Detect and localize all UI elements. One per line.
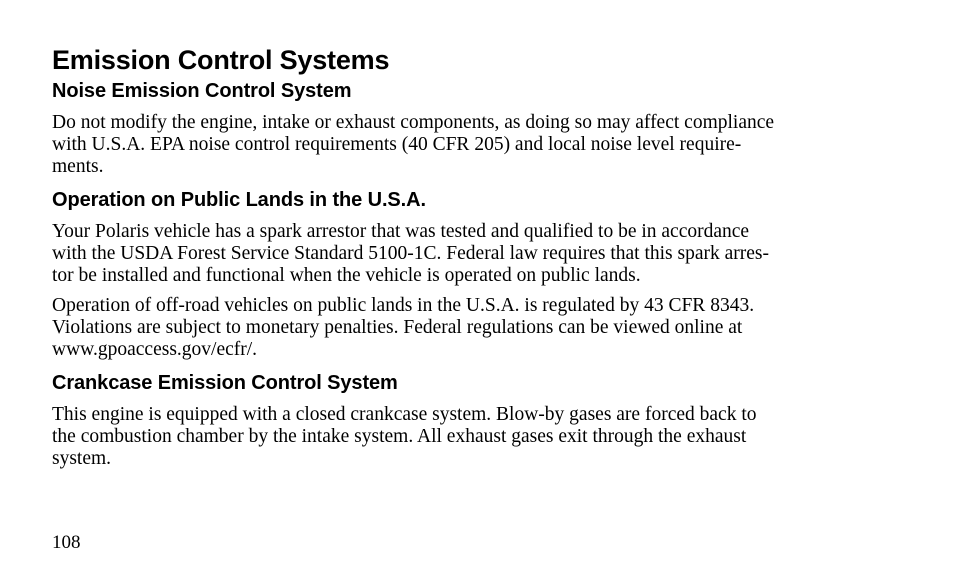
text-line: the combustion chamber by the intake system. All exhaust gases exit through the exhaust <box>52 426 747 447</box>
section-heading-noise-emission: Noise Emission Control System <box>52 80 352 102</box>
section-heading-crankcase-emission: Crankcase Emission Control System <box>52 372 398 394</box>
text-line: ments. <box>52 156 104 177</box>
text-line: www.gpoaccess.gov/ecfr/. <box>52 339 258 360</box>
page-title: Emission Control Systems <box>52 45 390 75</box>
page-number: 108 <box>52 532 81 553</box>
paragraph-crankcase-emission <box>52 404 887 470</box>
paragraph-noise-emission <box>52 112 887 178</box>
text-line: with U.S.A. EPA noise control requirements (40 CFR 205) and local noise level require- <box>52 134 742 155</box>
text-line: This engine is equipped with a closed crankcase system. Blow-by gases are forced back to <box>52 404 757 425</box>
text-line: Operation of off-road vehicles on public lands in the U.S.A. is regulated by 43 CFR 8343. <box>52 295 755 316</box>
paragraph-spark-arrestor <box>52 221 887 287</box>
text-line: Violations are subject to monetary penalties. Federal regulations can be viewed online at <box>52 317 743 338</box>
section-crankcase-emission <box>52 371 887 470</box>
section-heading-public-lands: Operation on Public Lands in the U.S.A. <box>52 189 426 211</box>
text-line: system. <box>52 448 112 469</box>
text-line: Your Polaris vehicle has a spark arrestor that was tested and qualified to be in accordance <box>52 221 750 242</box>
text-line: with the USDA Forest Service Standard 5100-1C. Federal law requires that this spark arres- <box>52 243 770 264</box>
page-content <box>52 44 887 478</box>
section-public-lands <box>52 188 887 361</box>
text-line: tor be installed and functional when the vehicle is operated on public lands. <box>52 265 641 286</box>
text-line: Do not modify the engine, intake or exhaust components, as doing so may affect compliance <box>52 112 775 133</box>
paragraph-off-road-regulation <box>52 295 887 361</box>
section-noise-emission <box>52 79 887 178</box>
